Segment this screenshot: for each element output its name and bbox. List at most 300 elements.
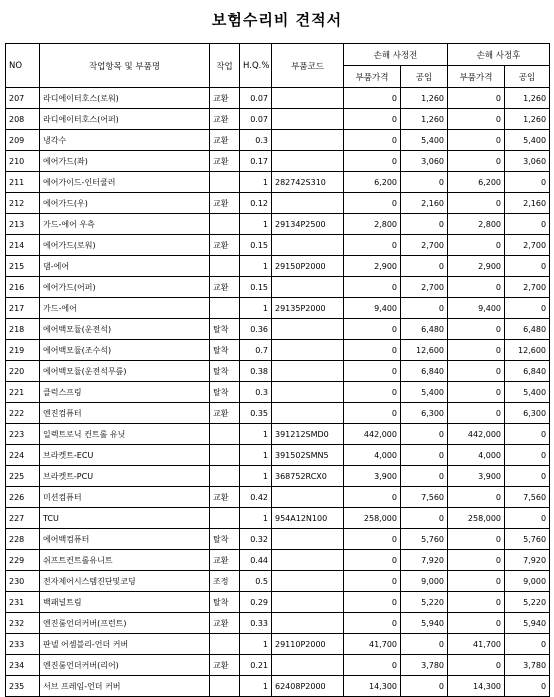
header-job: 작업 [210, 44, 240, 88]
job-type: 교환 [210, 235, 240, 256]
before-parts-price: 0 [344, 340, 401, 361]
row-no: 232 [6, 613, 40, 634]
table-header [6, 44, 550, 88]
after-parts-price: 0 [448, 403, 505, 424]
before-parts-price: 0 [344, 592, 401, 613]
before-labor: 12,600 [401, 340, 448, 361]
before-labor: 0 [401, 424, 448, 445]
before-parts-price: 0 [344, 613, 401, 634]
row-no: 230 [6, 571, 40, 592]
after-parts-price: 0 [448, 151, 505, 172]
after-labor: 5,400 [505, 130, 550, 151]
after-parts-price: 0 [448, 277, 505, 298]
before-labor: 5,400 [401, 382, 448, 403]
after-parts-price: 0 [448, 655, 505, 676]
item-name: 라디에이터호스(로워) [40, 88, 210, 109]
after-parts-price: 0 [448, 319, 505, 340]
row-no: 208 [6, 109, 40, 130]
after-labor: 5,220 [505, 592, 550, 613]
before-parts-price: 0 [344, 550, 401, 571]
table-row [6, 424, 550, 445]
row-no: 223 [6, 424, 40, 445]
after-labor: 5,760 [505, 529, 550, 550]
after-parts-price: 6,200 [448, 172, 505, 193]
after-labor: 2,160 [505, 193, 550, 214]
before-parts-price: 4,000 [344, 445, 401, 466]
job-type: 탈착 [210, 319, 240, 340]
row-no: 235 [6, 676, 40, 697]
header-hq: H.Q.% [240, 44, 272, 88]
hq-value: 0.15 [240, 277, 272, 298]
before-labor: 5,940 [401, 613, 448, 634]
after-labor: 3,060 [505, 151, 550, 172]
item-name: 전자제어시스템진단및코딩 [40, 571, 210, 592]
table-row [6, 109, 550, 130]
item-name: 가드-에어 우측 [40, 214, 210, 235]
item-name: 클럭스프링 [40, 382, 210, 403]
before-labor: 0 [401, 508, 448, 529]
job-type [210, 466, 240, 487]
table-row [6, 193, 550, 214]
part-code [272, 613, 344, 634]
before-labor: 0 [401, 634, 448, 655]
header-after-labor: 공임 [505, 66, 550, 88]
before-parts-price: 2,900 [344, 256, 401, 277]
row-no: 231 [6, 592, 40, 613]
after-labor: 7,920 [505, 550, 550, 571]
table-row [6, 235, 550, 256]
part-code [272, 340, 344, 361]
job-type: 교환 [210, 193, 240, 214]
after-labor: 3,780 [505, 655, 550, 676]
after-labor: 0 [505, 466, 550, 487]
after-labor: 1,260 [505, 109, 550, 130]
table-body [6, 88, 550, 697]
after-labor: 0 [505, 424, 550, 445]
document-title: 보험수리비 견적서 [211, 11, 343, 29]
before-parts-price: 0 [344, 319, 401, 340]
before-labor: 6,300 [401, 403, 448, 424]
hq-value: 0.07 [240, 109, 272, 130]
hq-value: 0.17 [240, 151, 272, 172]
header-after-adjustment: 손해 사정후 [448, 44, 550, 66]
after-labor: 2,700 [505, 235, 550, 256]
after-parts-price: 258,000 [448, 508, 505, 529]
before-labor: 0 [401, 172, 448, 193]
hq-value: 0.36 [240, 319, 272, 340]
row-no: 224 [6, 445, 40, 466]
row-no: 221 [6, 382, 40, 403]
after-labor: 12,600 [505, 340, 550, 361]
item-name: 에어가드(우) [40, 193, 210, 214]
hq-value: 0.12 [240, 193, 272, 214]
table-row [6, 277, 550, 298]
table-row [6, 214, 550, 235]
before-parts-price: 0 [344, 361, 401, 382]
part-code: 954A12N100 [272, 508, 344, 529]
table-row [6, 676, 550, 697]
before-parts-price: 2,800 [344, 214, 401, 235]
row-no: 226 [6, 487, 40, 508]
after-labor: 0 [505, 508, 550, 529]
part-code [272, 403, 344, 424]
after-parts-price: 2,800 [448, 214, 505, 235]
hq-value: 1 [240, 298, 272, 319]
job-type: 탈착 [210, 592, 240, 613]
before-parts-price: 0 [344, 109, 401, 130]
row-no: 233 [6, 634, 40, 655]
job-type: 교환 [210, 151, 240, 172]
hq-value: 0.44 [240, 550, 272, 571]
job-type: 탈착 [210, 529, 240, 550]
table-row [6, 88, 550, 109]
item-name: 엔진룸언더커버(프런트) [40, 613, 210, 634]
hq-value: 1 [240, 214, 272, 235]
before-parts-price: 0 [344, 529, 401, 550]
table-row [6, 319, 550, 340]
row-no: 227 [6, 508, 40, 529]
after-labor: 6,840 [505, 361, 550, 382]
after-parts-price: 0 [448, 235, 505, 256]
before-parts-price: 0 [344, 193, 401, 214]
part-code [272, 655, 344, 676]
item-name: 에어백컴퓨터 [40, 529, 210, 550]
hq-value: 1 [240, 256, 272, 277]
before-parts-price: 0 [344, 151, 401, 172]
before-labor: 0 [401, 466, 448, 487]
job-type [210, 676, 240, 697]
before-parts-price: 3,900 [344, 466, 401, 487]
before-labor: 9,000 [401, 571, 448, 592]
item-name: 에어가이드-인터쿨러 [40, 172, 210, 193]
table-row [6, 466, 550, 487]
job-type: 교환 [210, 613, 240, 634]
item-name: 댐-에어 [40, 256, 210, 277]
before-labor: 0 [401, 676, 448, 697]
hq-value: 1 [240, 424, 272, 445]
part-code: 368752RCX0 [272, 466, 344, 487]
before-labor: 0 [401, 256, 448, 277]
row-no: 228 [6, 529, 40, 550]
after-parts-price: 0 [448, 109, 505, 130]
before-parts-price: 0 [344, 382, 401, 403]
before-parts-price: 0 [344, 130, 401, 151]
row-no: 219 [6, 340, 40, 361]
row-no: 212 [6, 193, 40, 214]
hq-value: 0.21 [240, 655, 272, 676]
after-labor: 9,000 [505, 571, 550, 592]
before-parts-price: 0 [344, 571, 401, 592]
part-code [272, 277, 344, 298]
job-type: 탈착 [210, 382, 240, 403]
before-labor: 7,920 [401, 550, 448, 571]
header-before-adjustment: 손해 사정전 [344, 44, 448, 66]
table-row [6, 550, 550, 571]
row-no: 214 [6, 235, 40, 256]
item-name: 판넬 어셈블리-언더 커버 [40, 634, 210, 655]
after-labor: 0 [505, 634, 550, 655]
after-labor: 0 [505, 214, 550, 235]
part-code [272, 151, 344, 172]
table-row [6, 613, 550, 634]
before-labor: 5,400 [401, 130, 448, 151]
row-no: 210 [6, 151, 40, 172]
header-item: 작업항목 및 부품명 [40, 44, 210, 88]
before-parts-price: 0 [344, 655, 401, 676]
after-parts-price: 0 [448, 613, 505, 634]
table-row [6, 529, 550, 550]
row-no: 229 [6, 550, 40, 571]
header-code: 부품코드 [272, 44, 344, 88]
job-type [210, 424, 240, 445]
item-name: 쉬프트컨트롤유니트 [40, 550, 210, 571]
part-code: 29135P2000 [272, 298, 344, 319]
part-code: 62408P2000 [272, 676, 344, 697]
item-name: 에어백모듈(운전석무릎) [40, 361, 210, 382]
before-parts-price: 442,000 [344, 424, 401, 445]
before-labor: 2,160 [401, 193, 448, 214]
item-name: 서브 프레임-언더 커버 [40, 676, 210, 697]
item-name: 엔진룸언더커버(리어) [40, 655, 210, 676]
hq-value: 0.38 [240, 361, 272, 382]
hq-value: 0.3 [240, 130, 272, 151]
table-row [6, 172, 550, 193]
part-code [272, 109, 344, 130]
part-code [272, 382, 344, 403]
item-name: 백패널트림 [40, 592, 210, 613]
hq-value: 0.3 [240, 382, 272, 403]
item-name: 에어백모듈(조수석) [40, 340, 210, 361]
hq-value: 1 [240, 508, 272, 529]
row-no: 207 [6, 88, 40, 109]
row-no: 213 [6, 214, 40, 235]
after-parts-price: 0 [448, 193, 505, 214]
item-name: 일렉트로닉 컨트롤 유닛 [40, 424, 210, 445]
table-row [6, 592, 550, 613]
job-type [210, 634, 240, 655]
after-labor: 0 [505, 445, 550, 466]
item-name: 에어가드(좌) [40, 151, 210, 172]
before-parts-price: 0 [344, 88, 401, 109]
job-type: 교환 [210, 277, 240, 298]
before-parts-price: 9,400 [344, 298, 401, 319]
after-parts-price: 0 [448, 130, 505, 151]
before-labor: 2,700 [401, 235, 448, 256]
part-code [272, 487, 344, 508]
part-code [272, 592, 344, 613]
before-labor: 5,220 [401, 592, 448, 613]
item-name: 가드-에어 [40, 298, 210, 319]
after-parts-price: 14,300 [448, 676, 505, 697]
before-labor: 7,560 [401, 487, 448, 508]
part-code: 391502SMN5 [272, 445, 344, 466]
before-labor: 1,260 [401, 88, 448, 109]
hq-value: 0.33 [240, 613, 272, 634]
table-row [6, 655, 550, 676]
before-parts-price: 0 [344, 277, 401, 298]
row-no: 218 [6, 319, 40, 340]
after-parts-price: 0 [448, 487, 505, 508]
hq-value: 0.29 [240, 592, 272, 613]
hq-value: 0.32 [240, 529, 272, 550]
before-parts-price: 6,200 [344, 172, 401, 193]
table-row [6, 571, 550, 592]
after-labor: 0 [505, 298, 550, 319]
after-parts-price: 0 [448, 529, 505, 550]
row-no: 209 [6, 130, 40, 151]
after-labor: 0 [505, 676, 550, 697]
after-labor: 2,700 [505, 277, 550, 298]
after-parts-price: 0 [448, 550, 505, 571]
before-parts-price: 0 [344, 403, 401, 424]
part-code [272, 550, 344, 571]
item-name: 브라켓트-PCU [40, 466, 210, 487]
item-name: 엔진컴퓨터 [40, 403, 210, 424]
after-labor: 0 [505, 256, 550, 277]
after-parts-price: 41,700 [448, 634, 505, 655]
row-no: 217 [6, 298, 40, 319]
hq-value: 0.15 [240, 235, 272, 256]
before-labor: 6,480 [401, 319, 448, 340]
after-labor: 7,560 [505, 487, 550, 508]
job-type: 조정 [210, 571, 240, 592]
job-type [210, 172, 240, 193]
job-type: 교환 [210, 130, 240, 151]
hq-value: 1 [240, 634, 272, 655]
job-type [210, 445, 240, 466]
table-row [6, 382, 550, 403]
part-code [272, 529, 344, 550]
after-parts-price: 0 [448, 592, 505, 613]
after-parts-price: 3,900 [448, 466, 505, 487]
hq-value: 0.7 [240, 340, 272, 361]
after-parts-price: 9,400 [448, 298, 505, 319]
part-code: 29150P2000 [272, 256, 344, 277]
job-type: 교환 [210, 550, 240, 571]
hq-value: 0.42 [240, 487, 272, 508]
after-parts-price: 0 [448, 340, 505, 361]
before-labor: 0 [401, 214, 448, 235]
before-labor: 2,700 [401, 277, 448, 298]
item-name: 라디에이터호스(어퍼) [40, 109, 210, 130]
table-row [6, 508, 550, 529]
part-code [272, 235, 344, 256]
header-no: NO [6, 44, 40, 88]
header-before-parts-price: 부품가격 [344, 66, 401, 88]
part-code [272, 130, 344, 151]
hq-value: 0.35 [240, 403, 272, 424]
job-type: 탈착 [210, 340, 240, 361]
item-name: 브라켓트-ECU [40, 445, 210, 466]
item-name: 에어가드(로워) [40, 235, 210, 256]
table-row [6, 256, 550, 277]
after-labor: 6,480 [505, 319, 550, 340]
part-code [272, 571, 344, 592]
hq-value: 0.5 [240, 571, 272, 592]
table-row [6, 403, 550, 424]
row-no: 220 [6, 361, 40, 382]
row-no: 222 [6, 403, 40, 424]
item-name: 냉각수 [40, 130, 210, 151]
part-code: 391212SMD0 [272, 424, 344, 445]
after-labor: 5,940 [505, 613, 550, 634]
after-labor: 1,260 [505, 88, 550, 109]
before-parts-price: 0 [344, 487, 401, 508]
table-row [6, 298, 550, 319]
after-parts-price: 0 [448, 382, 505, 403]
table-row [6, 634, 550, 655]
before-labor: 5,760 [401, 529, 448, 550]
hq-value: 0.07 [240, 88, 272, 109]
job-type: 교환 [210, 109, 240, 130]
before-labor: 3,780 [401, 655, 448, 676]
part-code [272, 319, 344, 340]
row-no: 211 [6, 172, 40, 193]
after-parts-price: 0 [448, 88, 505, 109]
before-parts-price: 41,700 [344, 634, 401, 655]
table-row [6, 130, 550, 151]
row-no: 216 [6, 277, 40, 298]
job-type: 교환 [210, 487, 240, 508]
before-labor: 0 [401, 298, 448, 319]
row-no: 215 [6, 256, 40, 277]
part-code: 282742S310 [272, 172, 344, 193]
part-code [272, 361, 344, 382]
before-labor: 6,840 [401, 361, 448, 382]
row-no: 234 [6, 655, 40, 676]
after-parts-price: 2,900 [448, 256, 505, 277]
item-name: 미션컴퓨터 [40, 487, 210, 508]
part-code: 29134P2500 [272, 214, 344, 235]
after-parts-price: 0 [448, 571, 505, 592]
hq-value: 1 [240, 172, 272, 193]
job-type [210, 256, 240, 277]
part-code: 29110P2000 [272, 634, 344, 655]
part-code [272, 88, 344, 109]
table-row [6, 151, 550, 172]
estimate-table [5, 43, 550, 697]
after-labor: 6,300 [505, 403, 550, 424]
table-row [6, 361, 550, 382]
hq-value: 1 [240, 445, 272, 466]
item-name: TCU [40, 508, 210, 529]
job-type: 교환 [210, 403, 240, 424]
header-before-labor: 공임 [401, 66, 448, 88]
after-labor: 0 [505, 172, 550, 193]
job-type: 교환 [210, 655, 240, 676]
table-row [6, 487, 550, 508]
after-parts-price: 4,000 [448, 445, 505, 466]
hq-value: 1 [240, 676, 272, 697]
table-row [6, 445, 550, 466]
item-name: 에어백모듈(운전석) [40, 319, 210, 340]
after-parts-price: 442,000 [448, 424, 505, 445]
header-after-parts-price: 부품가격 [448, 66, 505, 88]
part-code [272, 193, 344, 214]
before-labor: 0 [401, 445, 448, 466]
job-type [210, 298, 240, 319]
table-row [6, 340, 550, 361]
job-type [210, 508, 240, 529]
job-type: 탈착 [210, 361, 240, 382]
before-labor: 1,260 [401, 109, 448, 130]
job-type [210, 214, 240, 235]
before-parts-price: 258,000 [344, 508, 401, 529]
after-parts-price: 0 [448, 361, 505, 382]
after-labor: 5,400 [505, 382, 550, 403]
item-name: 에어가드(어퍼) [40, 277, 210, 298]
before-parts-price: 0 [344, 235, 401, 256]
